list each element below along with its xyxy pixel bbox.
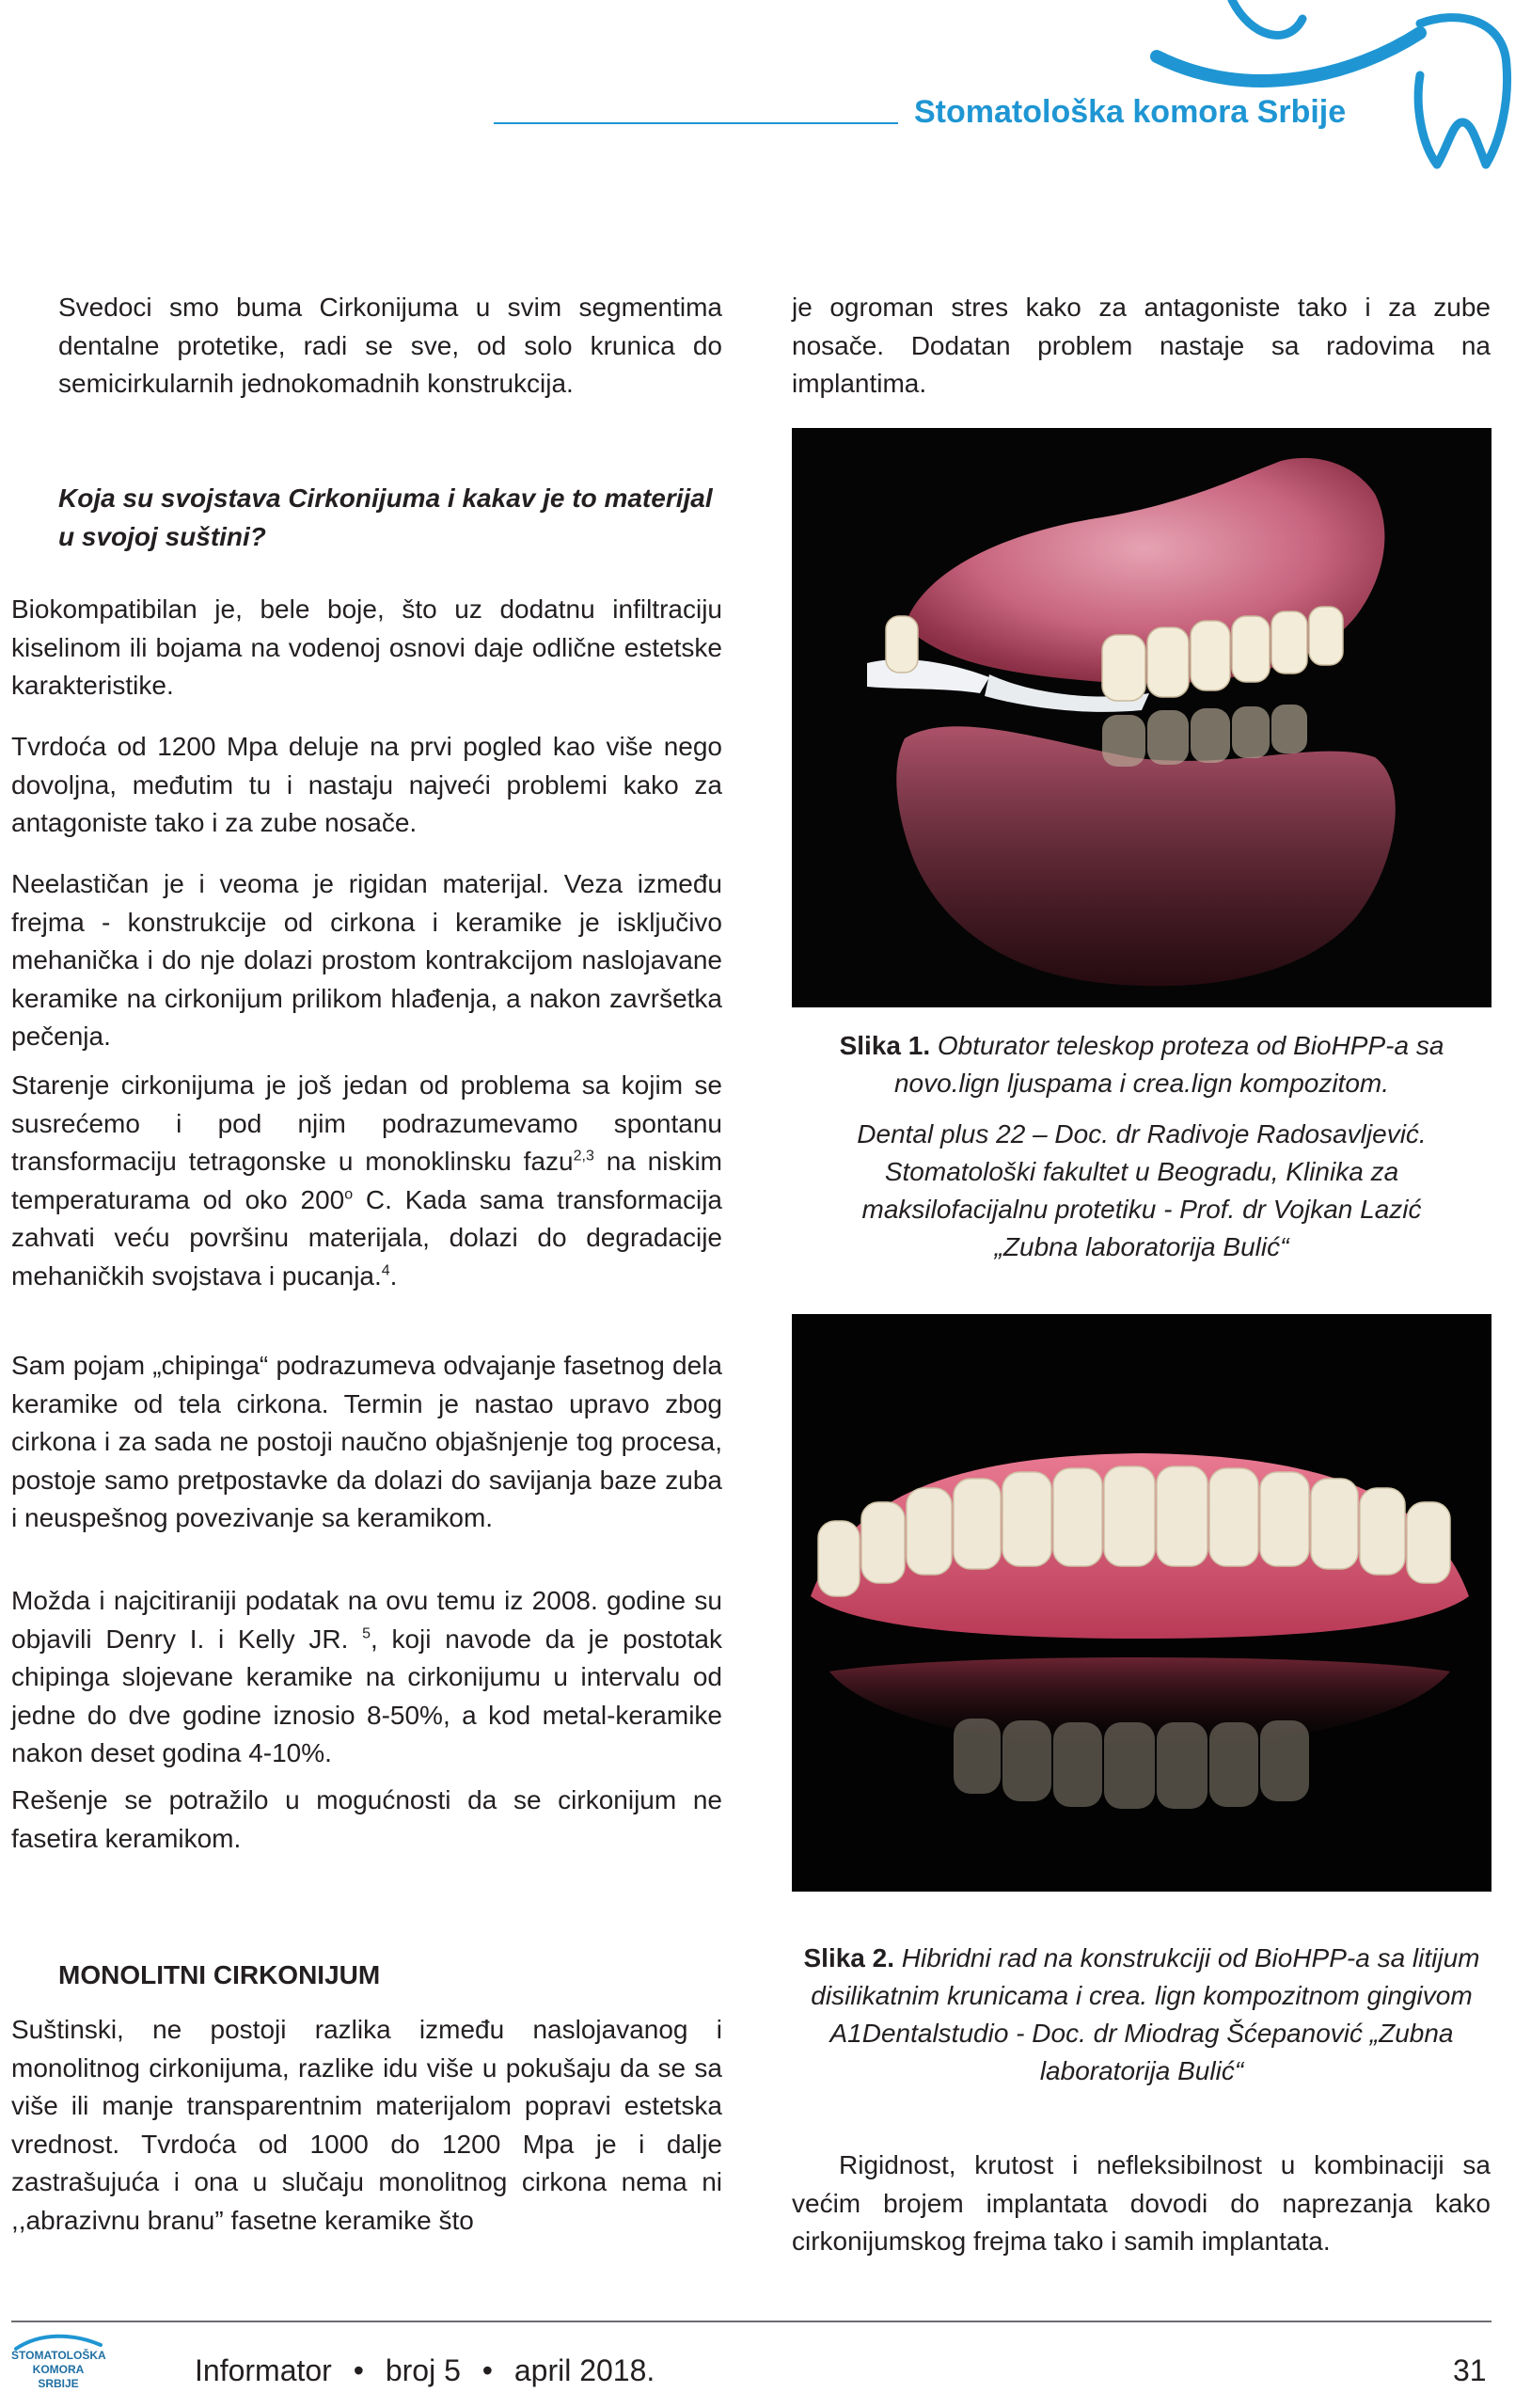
continuation-paragraph: je ogroman stres kako za antagoniste tako i za zube nosače. Dodatan problem nastaje sa radovima na implantima. xyxy=(792,293,1491,398)
hybrid-bridge-photo xyxy=(792,1314,1492,1892)
citation-ref-5: 5 xyxy=(362,1625,371,1642)
footer-logo-line1: STOMATOLOŠKA xyxy=(11,2349,106,2362)
paragraph-biocompatibility: Biokompatibilan je, bele boje, što uz dodatnu infiltraciju kiselinom ili bojama na vodenoj osnovi daje odlične estetske karakteristike. xyxy=(11,594,722,700)
paragraph-citation xyxy=(11,1582,722,1773)
figure-1-caption-b: Dental plus 22 – Doc. dr Radivoje Radosavljević. Stomatološki fakultet u Beogradu, Klinika za maksilofacijalnu protetiku - Prof. dr Vojkan Lazić „Zubna laboratorija Bulić“ xyxy=(857,1119,1427,1261)
footer-rule xyxy=(11,2321,1492,2322)
aging-text-d: . xyxy=(389,1260,398,1291)
figure-1-image xyxy=(792,428,1492,1007)
aging-ref-2-3: 2,3 xyxy=(573,1148,594,1164)
footer-logo-line3: SRBIJE xyxy=(38,2377,79,2390)
aging-text-b: na niskim temperaturama od oko 200 xyxy=(11,1147,723,1214)
figure-1-caption-a: Obturator teleskop proteza od BioHPP-a sa novo.lign ljuspama i crea.lign kompozitom. xyxy=(893,1031,1444,1098)
aging-text-a: Starenje cirkonijuma je još jedan od problema sa kojim se susrećemo i pod njim podrazumevamo spontanu transformaciju tetragonske u monoklinsku fazu xyxy=(11,1070,722,1176)
intro-paragraph: Svedoci smo buma Cirkonijuma u svim segmentima dentalne protetike, radi se sve, od solo krunica do semicirkularnih jednokomadnih konstrukcija. xyxy=(58,293,722,398)
figure-2-caption-text: Hibridni rad na konstrukciji od BioHPP-a sa litijum disilikatnim krunicama i crea. lign kompozitnom gingivom A1Dentalstudio - Doc. dr Miodrag Šćepanović „Zubna laboratorija Bulić“ xyxy=(811,1943,1480,2085)
paragraph-monolithic: Suštinski, ne postoji razlika između naslojavanog i monolitnog cirkonijuma, razlike idu više u pokušaju da se sa više ili manje transparentnim materijalom popravi estetska vrednost. Tvrdoća od 1000 do 1200 Mpa je i dalje zastrašujuća i ona u slučaju monolitnog cirkona nema ni ,,abrazivnu branu” fasetne keramike što xyxy=(11,2015,722,2235)
footer-bullet-1: • xyxy=(353,2353,364,2387)
footer-logo-line2: KOMORA xyxy=(32,2363,85,2376)
header-rule xyxy=(494,122,898,124)
closing-paragraph: Rigidnost, krutost i nefleksibilnost u kombinaciji sa većim brojem implantata dovodi do naprezanja kako cirkonijumskog frejma tako i samih implantata. xyxy=(792,2150,1491,2256)
footer-issue: broj 5 xyxy=(385,2353,461,2387)
citation-text-b: , koji navode da je postotak chipinga slojevane keramike na cirkonijumu u intervalu od jedne do dve godine iznosio 8-50%, a kod metal-keramike nakon deset godina 4-10%. xyxy=(11,1624,722,1767)
aging-degree: o xyxy=(344,1186,354,1203)
paragraph-solution: Rešenje se potražilo u mogućnosti da se cirkonijum ne fasetira keramikom. xyxy=(11,1785,722,1853)
footer-publication: Informator xyxy=(195,2353,332,2387)
section-heading: MONOLITNI CIRKONIJUM xyxy=(58,1960,381,1989)
paragraph-hardness: Tvrdoća od 1200 Mpa deluje na prvi pogled kao više nego dovoljna, međutim tu i nastaju najveći problemi kako za antagoniste tako i za zube nosače. xyxy=(11,732,722,837)
figure-1-caption xyxy=(792,1027,1492,1266)
citation-text-a: Možda i najcitiraniji podatak na ovu temu iz 2008. godine su objavili Denry I. i Kelly JR. xyxy=(11,1586,722,1654)
paragraph-aging xyxy=(11,1067,722,1295)
page-number: 31 xyxy=(1453,2353,1487,2387)
brand-title: Stomatološka komora Srbije xyxy=(914,94,1347,130)
paragraph-chipping: Sam pojam „chipinga“ podrazumeva odvajanje fasetnog dela keramike od tela cirkona. Termin je nastao upravo zbog cirkona i za sada ne postoji naučno objašnjenje tog procesa, postoje samo pretpostavke da dolazi do savijanja baze zuba i neuspešnog povezivanje sa keramikom. xyxy=(11,1351,722,1532)
figure-2-caption xyxy=(792,1940,1492,2090)
footer-date: april 2018. xyxy=(513,2353,655,2387)
footer-logo xyxy=(11,2328,105,2399)
header xyxy=(0,0,1531,150)
obturator-denture-photo xyxy=(792,428,1492,1007)
paragraph-rigidity: Neelastičan je i veoma je rigidan materijal. Veza između frejma - konstrukcije od cirkona i keramike je isključivo mehanička i do nje dolazi prostom kontrakcijom naslojavane keramike na cirkonijum prilikom hlađenja, a nakon završetka pečenja. xyxy=(11,869,722,1051)
figure-2-label: Slika 2. xyxy=(803,1943,895,1972)
aging-ref-4: 4 xyxy=(381,1262,390,1279)
question-heading: Koja su svojstava Cirkonijuma i kakav je to materijal u svojoj suštini? xyxy=(58,483,713,551)
figure-2-image xyxy=(792,1314,1492,1892)
aging-text-c: C. Kada sama transformacija zahvati veću površinu materijala, dolazi do degradacije mehaničkih svojstava i pucanja. xyxy=(11,1184,722,1291)
footer-bullet-2: • xyxy=(481,2353,493,2387)
tooth-swoosh-icon xyxy=(1138,0,1531,174)
footer-publication-line xyxy=(195,2353,655,2388)
figure-1-label: Slika 1. xyxy=(839,1031,931,1060)
